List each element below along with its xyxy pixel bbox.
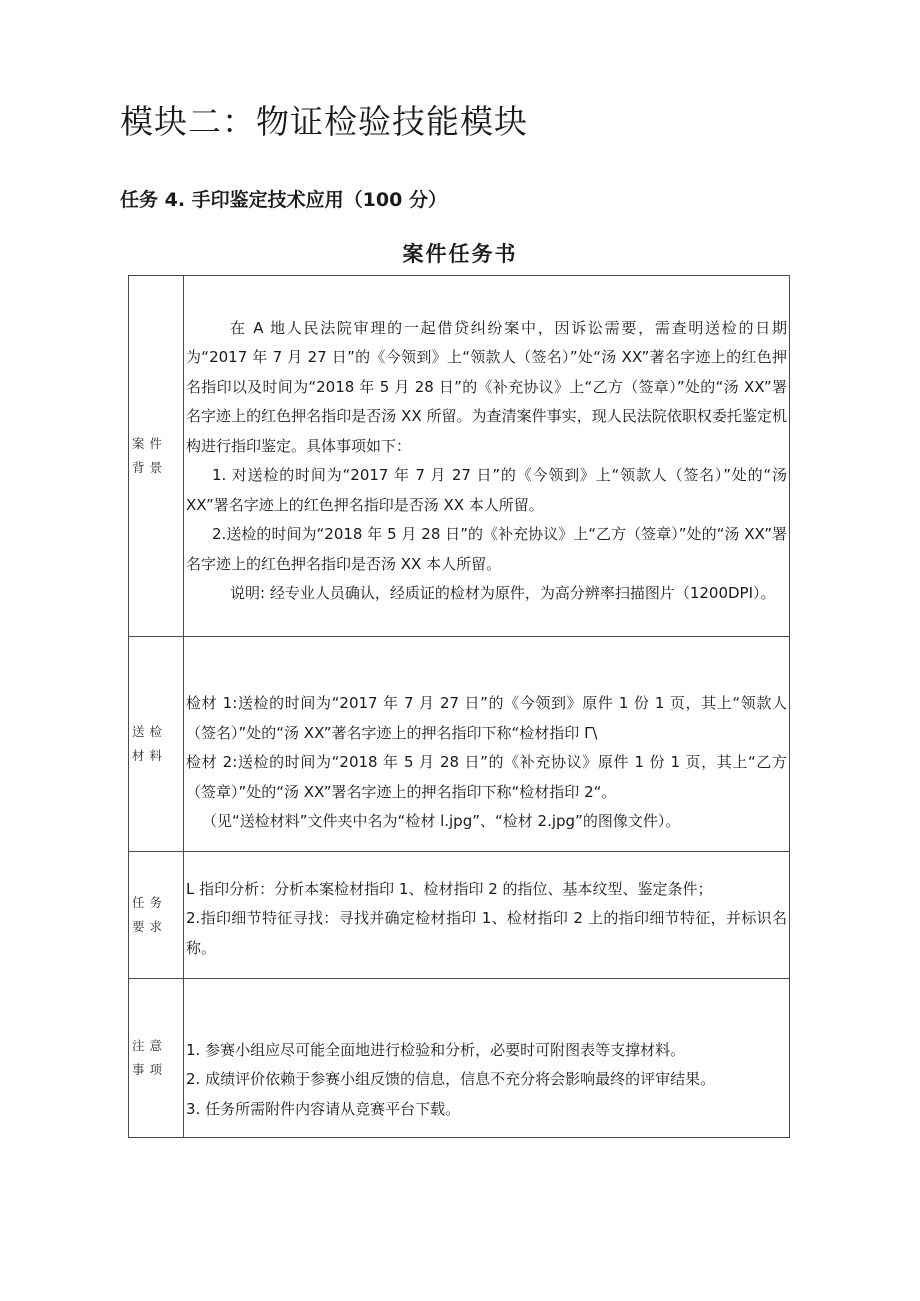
requirements-content [184,852,790,979]
materials-paragraph: 检材 2:送检的时间为“2018 年 5 月 28 日”的《补充协议》原件 1 份 1 页，其上“乙方（签章）”处的“汤 XX”署名字迹上的押名指印下称“检材指印 2“。 [186,753,787,801]
case-task-table [128,275,790,1138]
background-label: 案件背景 [129,276,184,637]
background-paragraph: 2.送检的时间为“2018 年 5 月 28 日”的《补充协议》上“乙方（签章）”处的“汤 XX”署名字迹上的红色押名指印是否汤 XX 本人所留。 [186,525,787,573]
table-row-requirements [129,852,790,979]
requirements-label: 任务要求 [129,852,184,979]
table-row-notes [129,979,790,1138]
table-row-background [129,276,790,637]
document-heading: 案件任务书 [402,242,518,266]
module-title: 模块二：物证检验技能模块 [120,102,528,141]
requirements-paragraph: L 指印分析：分析本案检材指印 1、检材指印 2 的指位、基本纹型、鉴定条件； [186,879,713,898]
materials-content [184,637,790,852]
background-paragraph: 1. 对送检的时间为“2017 年 7 月 27 日”的《今领到》上“领款人（签名）”处的“汤 XX”署名字迹上的红色押名指印是否汤 XX 本人所留。 [186,466,787,514]
background-content [184,276,790,637]
background-paragraph: 在 A 地人民法院审理的一起借贷纠纷案中，因诉讼需要，需查明送检的日期为“2017 年 7 月 27 日”的《今领到》上“领款人（签名）”处“汤 XX”著名字迹上的红色押名指印以及时间为“2018 年 5 月 28 日”的《补充协议》上“乙方（签章）”处的“汤 XX”署名字迹上的红色押名指印是否汤 XX 所留。为查清案件事实，现人民法院依职权委托鉴定机构进行指印鉴定。具体事项如下： [186,318,787,455]
requirements-paragraph: 2.指印细节特征寻找：寻找并确定检材指印 1、检材指印 2 上的指印细节特征，并标识名称。 [186,909,787,957]
task-title: 任务 4. 手印鉴定技术应用（100 分） [120,189,447,211]
materials-paragraph: 检材 1:送检的时间为“2017 年 7 月 27 日”的《今领到》原件 1 份 1 页，其上“领款人（签名）”处的“汤 XX”著名字迹上的押名指印下称“检材指印 Γ\ [186,694,787,742]
notes-content [184,979,790,1138]
table-row-materials [129,637,790,852]
background-paragraph: 说明: 经专业人员确认，经质证的检材为原件，为高分辨率扫描图片（1200DPI）。 [230,584,776,602]
notes-label: 注意事项 [129,979,184,1138]
notes-paragraph: 2. 成绩评价依赖于参赛小组反馈的信息，信息不充分将会影响最终的评审结果。 [186,1070,716,1089]
materials-label: 送检材料 [129,637,184,852]
notes-paragraph: 3. 任务所需附件内容请从竞赛平台下载。 [186,1099,461,1118]
notes-paragraph: 1. 参赛小组应尽可能全面地进行检验和分析，必要时可附图表等支撑材料。 [186,1040,686,1059]
materials-paragraph: （见“送检材料”文件夹中名为“检材 l.jpg”、“检材 2.jpg”的图像文件）。 [202,812,681,831]
